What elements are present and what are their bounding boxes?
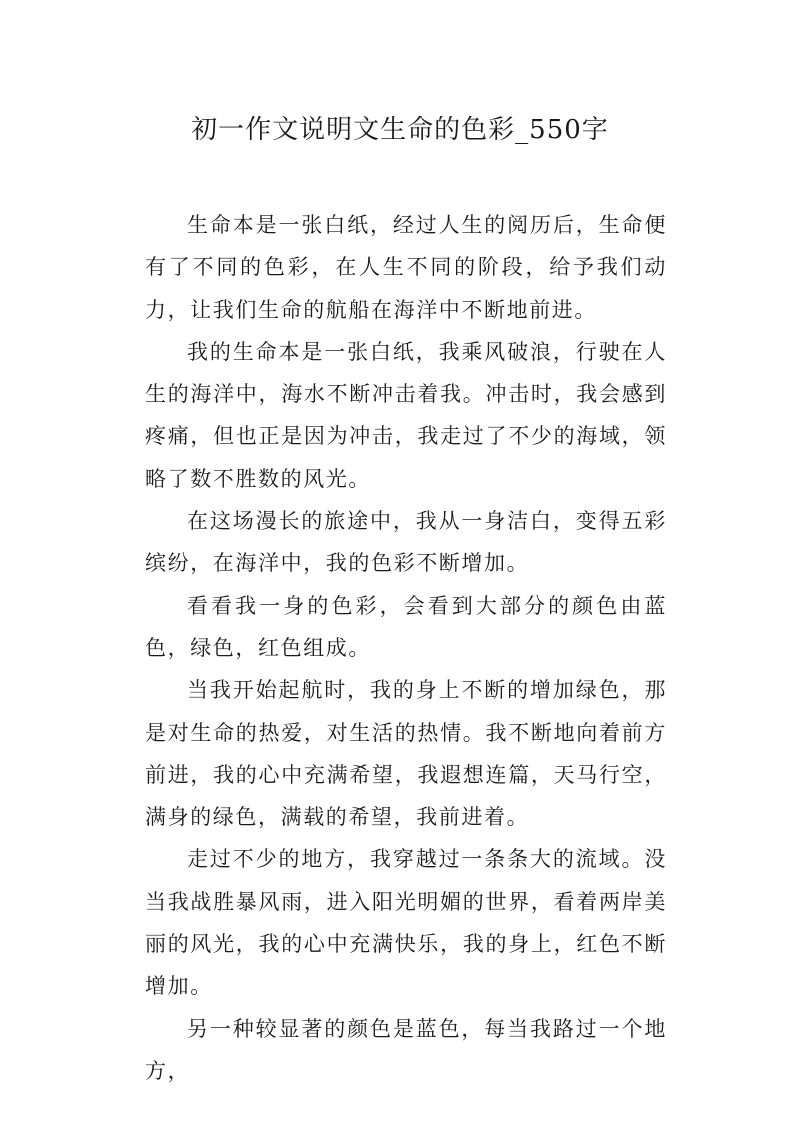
paragraph: 当我开始起航时，我的身上不断的增加绿色，那是对生命的热爱，对生活的热情。我不断地向着前方前进，我的心中充满希望，我遐想连篇，天马行空，满身的绿色，满载的希望，我前进着。 [145,678,667,830]
paragraph: 在这场漫长的旅途中，我从一身洁白，变得五彩缤纷，在海洋中，我的色彩不断增加。 [145,509,667,576]
paragraph: 走过不少的地方，我穿越过一条条大的流域。没当我战胜暴风雨，进入阳光明媚的世界，看着两岸美丽的风光，我的心中充满快乐，我的身上，红色不断增加。 [145,847,667,999]
paragraph: 另一种较显著的颜色是蓝色，每当我路过一个地方， [145,1016,667,1083]
paragraph: 生命本是一张白纸，经过人生的阅历后，生命便有了不同的色彩，在人生不同的阶段，给予我们动力，让我们生命的航船在海洋中不断地前进。 [145,213,667,322]
document-title: 初一作文说明文生命的色彩_550字 [191,115,609,145]
document-body [145,204,667,1092]
paragraph: 我的生命本是一张白纸，我乘风破浪，行驶在人生的海洋中，海水不断冲击着我。冲击时，我会感到疼痛，但也正是因为冲击，我走过了不少的海域，领略了数不胜数的风光。 [145,339,667,491]
paragraph: 看看我一身的色彩，会看到大部分的颜色由蓝色，绿色，红色组成。 [145,593,667,660]
